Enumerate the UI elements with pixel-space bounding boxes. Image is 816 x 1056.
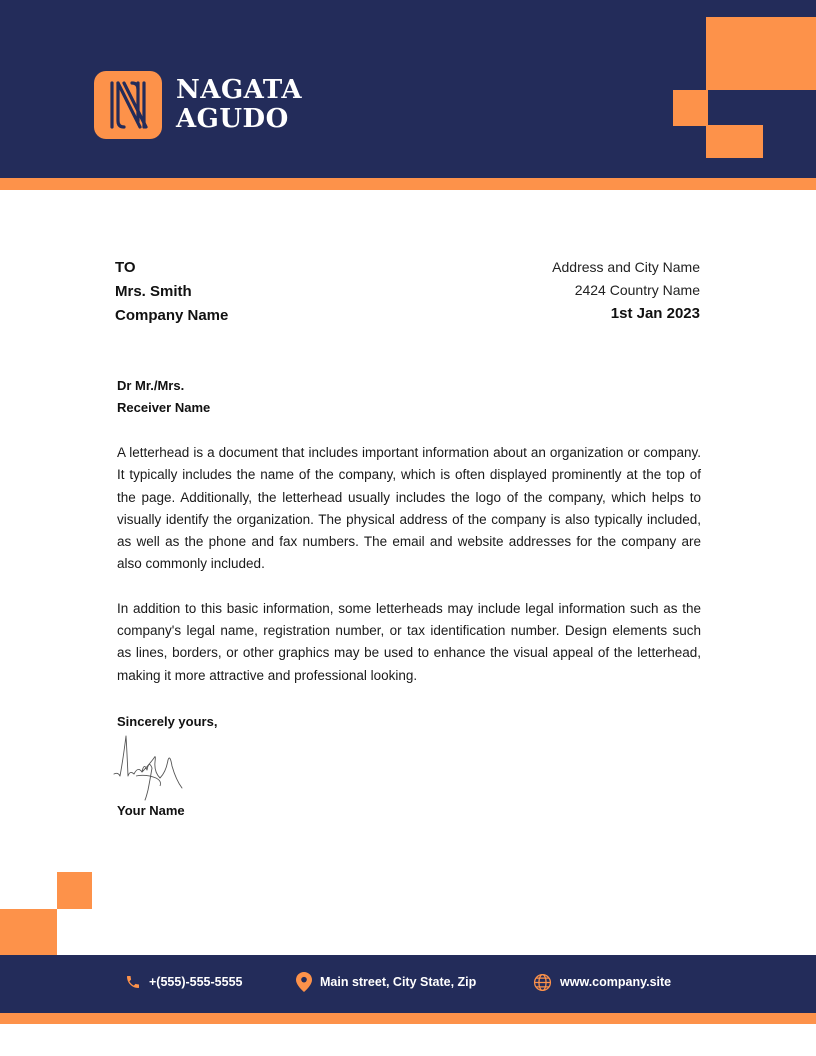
letter-date: 1st Jan 2023 bbox=[610, 305, 700, 322]
salutation: Dr Mr./Mrs. bbox=[117, 378, 185, 393]
recipient-block bbox=[115, 256, 228, 328]
recipient-label: TO bbox=[115, 259, 136, 276]
phone-number: +(555)-555-5555 bbox=[149, 975, 243, 989]
decor-square bbox=[706, 17, 816, 90]
recipient-company: Company Name bbox=[115, 307, 229, 324]
recipient-name: Mrs. Smith bbox=[115, 283, 192, 300]
decor-square bbox=[673, 90, 708, 126]
receiver-name: Receiver Name bbox=[117, 400, 211, 415]
brand-line-2: AGUDO bbox=[176, 104, 289, 134]
footer-website bbox=[533, 970, 671, 994]
phone-icon bbox=[125, 974, 141, 990]
signature-image bbox=[112, 732, 192, 802]
company-logo-icon bbox=[94, 71, 162, 139]
footer-accent-stripe bbox=[0, 1013, 816, 1024]
sender-address: Address and City Name bbox=[552, 259, 700, 275]
street-address: Main street, City State, Zip bbox=[320, 975, 477, 989]
brand-line-1: NAGATA bbox=[176, 75, 302, 105]
location-pin-icon bbox=[296, 972, 312, 992]
footer-phone bbox=[125, 970, 242, 994]
footer-address bbox=[296, 970, 476, 994]
signer-name: Your Name bbox=[117, 803, 185, 818]
globe-icon bbox=[533, 973, 552, 992]
greeting-block bbox=[117, 375, 210, 419]
sender-address-block bbox=[552, 256, 700, 325]
letter-body bbox=[117, 442, 701, 709]
closing-line: Sincerely yours, bbox=[117, 714, 218, 729]
sender-country: 2424 Country Name bbox=[574, 282, 700, 298]
decor-square bbox=[706, 125, 763, 158]
body-paragraph-1: A letterhead is a document that includes important information about an organization or company. It typically includes the name of the company, which is often displayed prominently at the top of the page. Additionally, the letterhead usually includes the logo of the company, which helps to visually identify the organization. The physical address of the company is also typically included, as well as the phone and fax numbers. The email and website addresses for the company are also commonly included. bbox=[117, 445, 701, 572]
decor-square bbox=[57, 872, 92, 909]
header-accent-stripe bbox=[0, 178, 816, 190]
company-brand-name bbox=[176, 76, 302, 134]
body-paragraph-2: In addition to this basic information, some letterheads may include legal information such as the company's legal name, registration number, or tax identification number. Design elements such as lines, borders, or other graphics may be used to enhance the visual appeal of the letterhead, making it more attractive and professional looking. bbox=[117, 600, 701, 683]
website-url[interactable]: www.company.site bbox=[560, 975, 672, 989]
